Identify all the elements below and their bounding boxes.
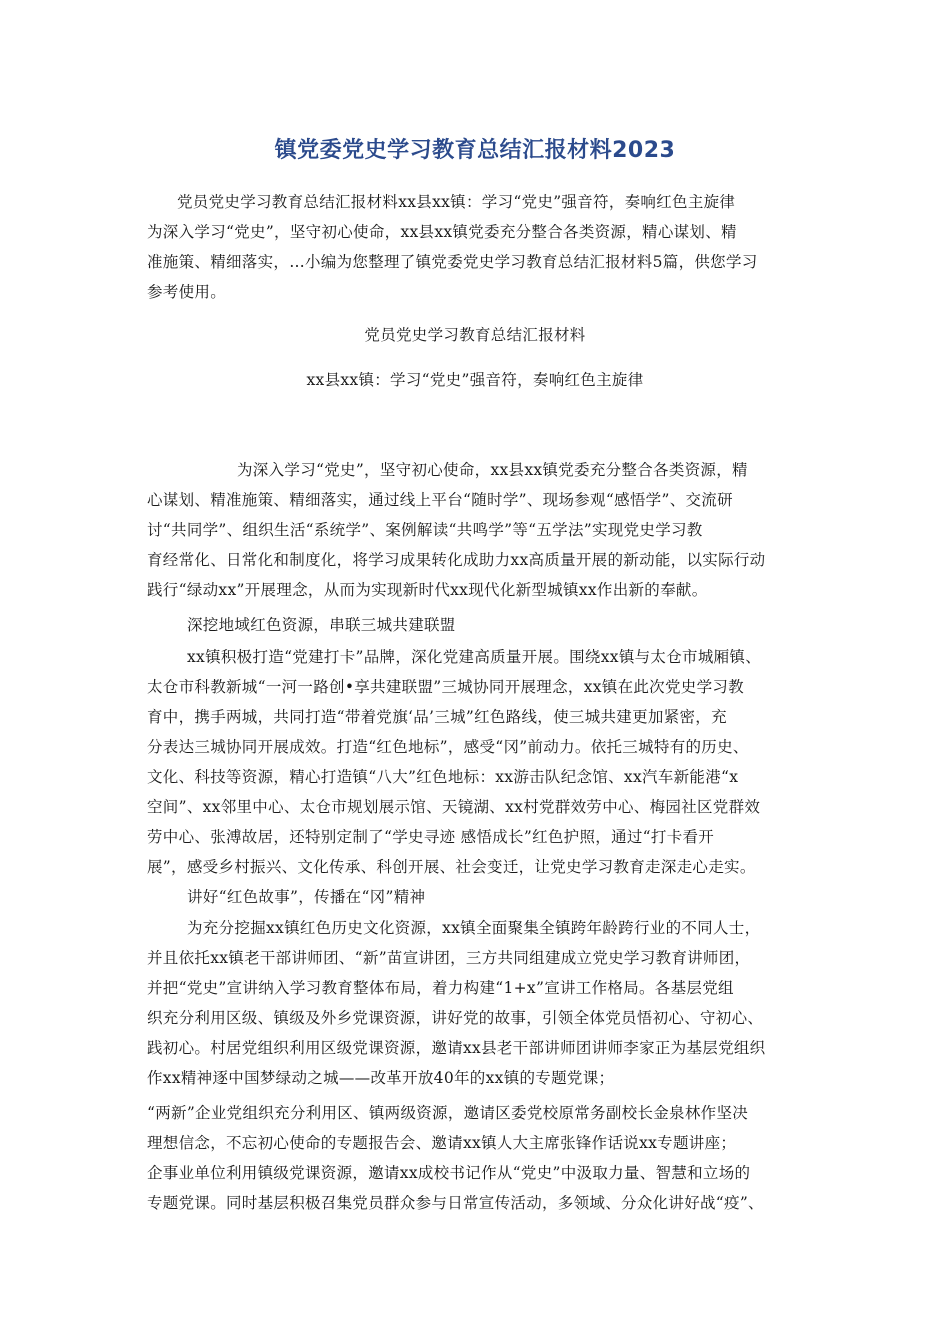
intro-line: 准施策、精细落实，…小编为您整理了镇党委党史学习教育总结汇报材料5篇，供您学习 [147, 253, 758, 271]
body-line: 太仓市科教新城“一河一路创•享共建联盟”三城协同开展理念，xx镇在此次党史学习教 [147, 678, 744, 696]
body-line: 践初心。村居党组织利用区级党课资源，邀请xx县老干部讲师团讲师李家正为基层党组织 [147, 1039, 766, 1057]
body-line: 文化、科技等资源，精心打造镇“八大”红色地标：xx游击队纪念馆、xx汽车新能港“x [147, 768, 739, 786]
section-heading: 讲好“红色故事”，传播在“冈”精神 [187, 888, 426, 906]
body-line: 为充分挖掘xx镇红色历史文化资源，xx镇全面聚集全镇跨年龄跨行业的不同人士， [187, 919, 761, 937]
subheading-2: xx县xx镇：学习“党史”强音符，奏响红色主旋律 [306, 371, 644, 389]
body-line: “两新”企业党组织充分利用区、镇两级资源，邀请区委党校原常务副校长金泉林作坚决 [147, 1104, 749, 1122]
intro-line: 参考使用。 [147, 283, 227, 301]
body-line: 并且依托xx镇老干部讲师团、“新”苗宣讲团，三方共同组建成立党史学习教育讲师团， [147, 949, 751, 967]
subheading-1: 党员党史学习教育总结汇报材料 [364, 326, 586, 344]
document-title: 镇党委党史学习教育总结汇报材料2023 [274, 138, 676, 163]
body-line: 劳中心、张溥故居，还特别定制了“学史寻迹 感悟成长”红色护照，通过“打卡看开 [147, 828, 715, 846]
body-line: 心谋划、精准施策、精细落实，通过线上平台“随时学”、现场参观“感悟学”、交流研 [147, 491, 733, 509]
intro-line: 党员党史学习教育总结汇报材料xx县xx镇：学习“党史”强音符，奏响红色主旋律 [177, 193, 736, 211]
body-line: 专题党课。同时基层积极召集党员群众参与日常宣传活动，多领域、分众化讲好战“疫”、 [147, 1194, 764, 1212]
body-line: 并把“党史”宣讲纳入学习教育整体布局，着力构建“1+x”宣讲工作格局。各基层党组 [147, 979, 734, 997]
body-line: 践行“绿动xx”开展理念，从而为实现新时代xx现代化新型城镇xx作出新的奉献。 [147, 581, 708, 599]
intro-line: 为深入学习“党史”，坚守初心使命，xx县xx镇党委充分整合各类资源，精心谋划、精 [147, 223, 737, 241]
body-line: 理想信念，不忘初心使命的专题报告会、邀请xx镇人大主席张锋作话说xx专题讲座； [147, 1134, 737, 1152]
body-line: 育经常化、日常化和制度化，将学习成果转化成助力xx高质量开展的新动能，以实际行动 [147, 551, 766, 569]
body-line: 空间”、xx邻里中心、太仓市规划展示馆、天镜湖、xx村党群效劳中心、梅园社区党群效 [147, 798, 761, 816]
body-line: 企事业单位利用镇级党课资源，邀请xx成校书记作从“党史”中汲取力量、智慧和立场的 [147, 1164, 751, 1182]
body-line: 讨“共同学”、组织生活“系统学”、案例解读“共鸣学”等“五学法”实现党史学习教 [147, 521, 703, 539]
body-line: 作xx精神逐中国梦绿动之城——改革开放40年的xx镇的专题党课； [147, 1069, 615, 1087]
body-line: 为深入学习“党史”，坚守初心使命，xx县xx镇党委充分整合各类资源，精 [237, 461, 748, 479]
body-line: 育中，携手两城，共同打造“带着党旗‘品’三城”红色路线，使三城共建更加紧密，充 [147, 708, 727, 726]
body-line: 分表达三城协同开展成效。打造“红色地标”，感受“冈”前动力。依托三城特有的历史、 [147, 738, 749, 756]
section-heading: 深挖地域红色资源，串联三城共建联盟 [187, 616, 456, 634]
body-line: 织充分利用区级、镇级及外乡党课资源，讲好党的故事，引领全体党员悟初心、守初心、 [147, 1009, 764, 1027]
body-line: 展”，感受乡村振兴、文化传承、科创开展、社会变迁，让党史学习教育走深走心走实。 [147, 858, 756, 876]
body-line: xx镇积极打造“党建打卡”品牌，深化党建高质量开展。围绕xx镇与太仓市城厢镇、 [187, 648, 762, 666]
